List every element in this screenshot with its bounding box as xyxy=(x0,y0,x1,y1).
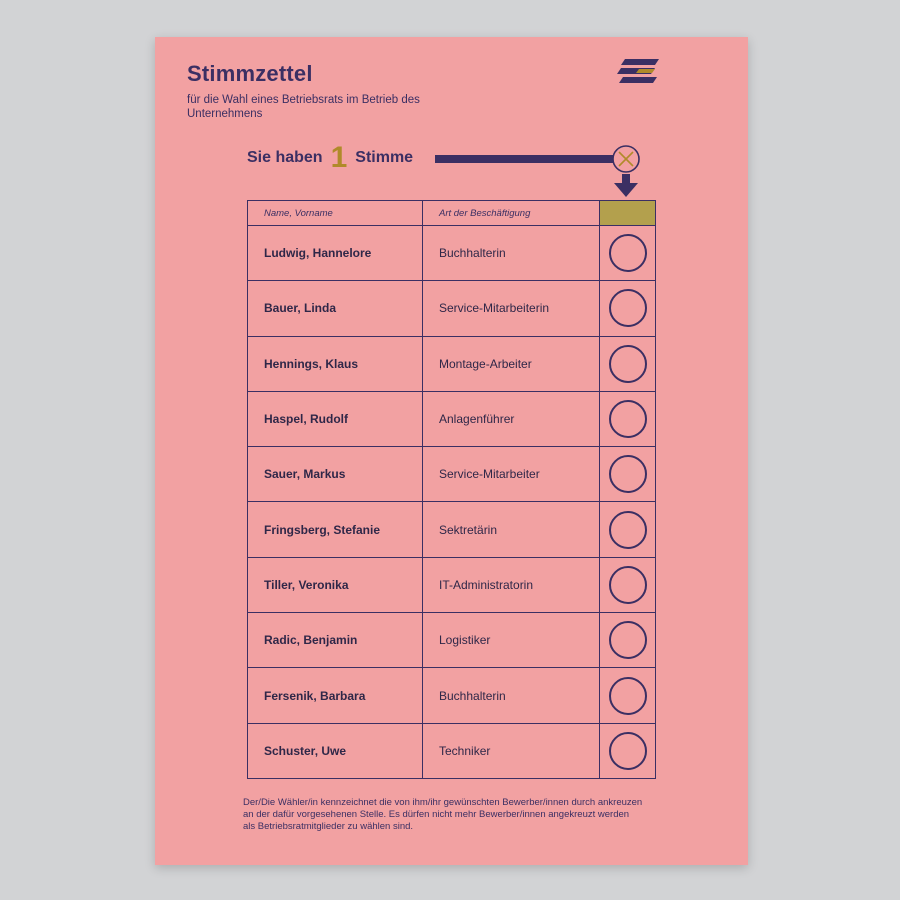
ballot-instructions: Der/Die Wähler/in kennzeichnet die von ihm/ihr gewünschten Bewerber/innen durch ankreuzen an der dafür vorgesehenen Stelle. Es dürfen nicht mehr Bewerber/innen angekreuzt werden als Betriebsratmitglieder zu wählen sind. xyxy=(243,797,643,832)
candidate-job: Sektretärin xyxy=(423,502,600,557)
candidate-name: Sauer, Markus xyxy=(248,447,423,502)
column-header-job: Art der Beschäftigung xyxy=(423,201,600,226)
candidate-name: Radic, Benjamin xyxy=(248,613,423,668)
vote-circle-icon[interactable] xyxy=(609,621,647,659)
ballot-title: Stimmzettel xyxy=(187,61,313,86)
candidate-job: Logistiker xyxy=(423,613,600,668)
table-row xyxy=(248,613,656,668)
table-row xyxy=(248,557,656,612)
table-row xyxy=(248,723,656,778)
votes-line xyxy=(247,141,413,175)
column-header-name: Name, Vorname xyxy=(248,201,423,226)
vote-cell[interactable] xyxy=(600,391,656,446)
table-row xyxy=(248,336,656,391)
vote-cell[interactable] xyxy=(600,613,656,668)
table-row xyxy=(248,668,656,723)
votes-suffix: Stimme xyxy=(355,149,414,166)
vote-cell[interactable] xyxy=(600,281,656,336)
vote-circle-icon[interactable] xyxy=(609,234,647,272)
table-row xyxy=(248,226,656,281)
votes-prefix: Sie haben xyxy=(247,149,323,166)
vote-circle-icon[interactable] xyxy=(609,566,647,604)
vote-circle-icon[interactable] xyxy=(609,345,647,383)
ballot-subtitle: für die Wahl eines Betriebsrats im Betrieb des Unternehmens xyxy=(187,94,420,120)
logo-icon xyxy=(617,59,659,91)
candidate-table xyxy=(247,200,656,779)
vote-cell[interactable] xyxy=(600,723,656,778)
candidate-job: Buchhalterin xyxy=(423,668,600,723)
candidate-name: Haspel, Rudolf xyxy=(248,391,423,446)
candidate-name: Schuster, Uwe xyxy=(248,723,423,778)
vote-cell[interactable] xyxy=(600,557,656,612)
table-header-row xyxy=(248,201,656,226)
candidate-job: Techniker xyxy=(423,723,600,778)
vote-cell[interactable] xyxy=(600,502,656,557)
candidate-name: Hennings, Klaus xyxy=(248,336,423,391)
vote-circle-icon[interactable] xyxy=(609,732,647,770)
candidate-name: Fringsberg, Stefanie xyxy=(248,502,423,557)
table-row xyxy=(248,502,656,557)
vote-circle-icon[interactable] xyxy=(609,455,647,493)
ballot-paper xyxy=(155,37,748,865)
vote-cell[interactable] xyxy=(600,668,656,723)
candidate-name: Tiller, Veronika xyxy=(248,557,423,612)
table-row xyxy=(248,447,656,502)
vote-circle-icon[interactable] xyxy=(609,511,647,549)
candidate-job: Service-Mitarbeiterin xyxy=(423,281,600,336)
vote-cell[interactable] xyxy=(600,447,656,502)
votes-count: 1 xyxy=(330,141,348,174)
candidate-name: Ludwig, Hannelore xyxy=(248,226,423,281)
candidate-job: Buchhalterin xyxy=(423,226,600,281)
arrow-icon xyxy=(435,141,655,203)
candidate-name: Fersenik, Barbara xyxy=(248,668,423,723)
vote-cell[interactable] xyxy=(600,336,656,391)
table-row xyxy=(248,281,656,336)
vote-cell[interactable] xyxy=(600,226,656,281)
candidate-job: IT-Administratorin xyxy=(423,557,600,612)
vote-circle-icon[interactable] xyxy=(609,400,647,438)
column-header-mark xyxy=(600,201,656,226)
table-row xyxy=(248,391,656,446)
candidate-job: Service-Mitarbeiter xyxy=(423,447,600,502)
candidate-job: Montage-Arbeiter xyxy=(423,336,600,391)
vote-circle-icon[interactable] xyxy=(609,289,647,327)
candidate-job: Anlagenführer xyxy=(423,391,600,446)
candidate-name: Bauer, Linda xyxy=(248,281,423,336)
vote-circle-icon[interactable] xyxy=(609,677,647,715)
